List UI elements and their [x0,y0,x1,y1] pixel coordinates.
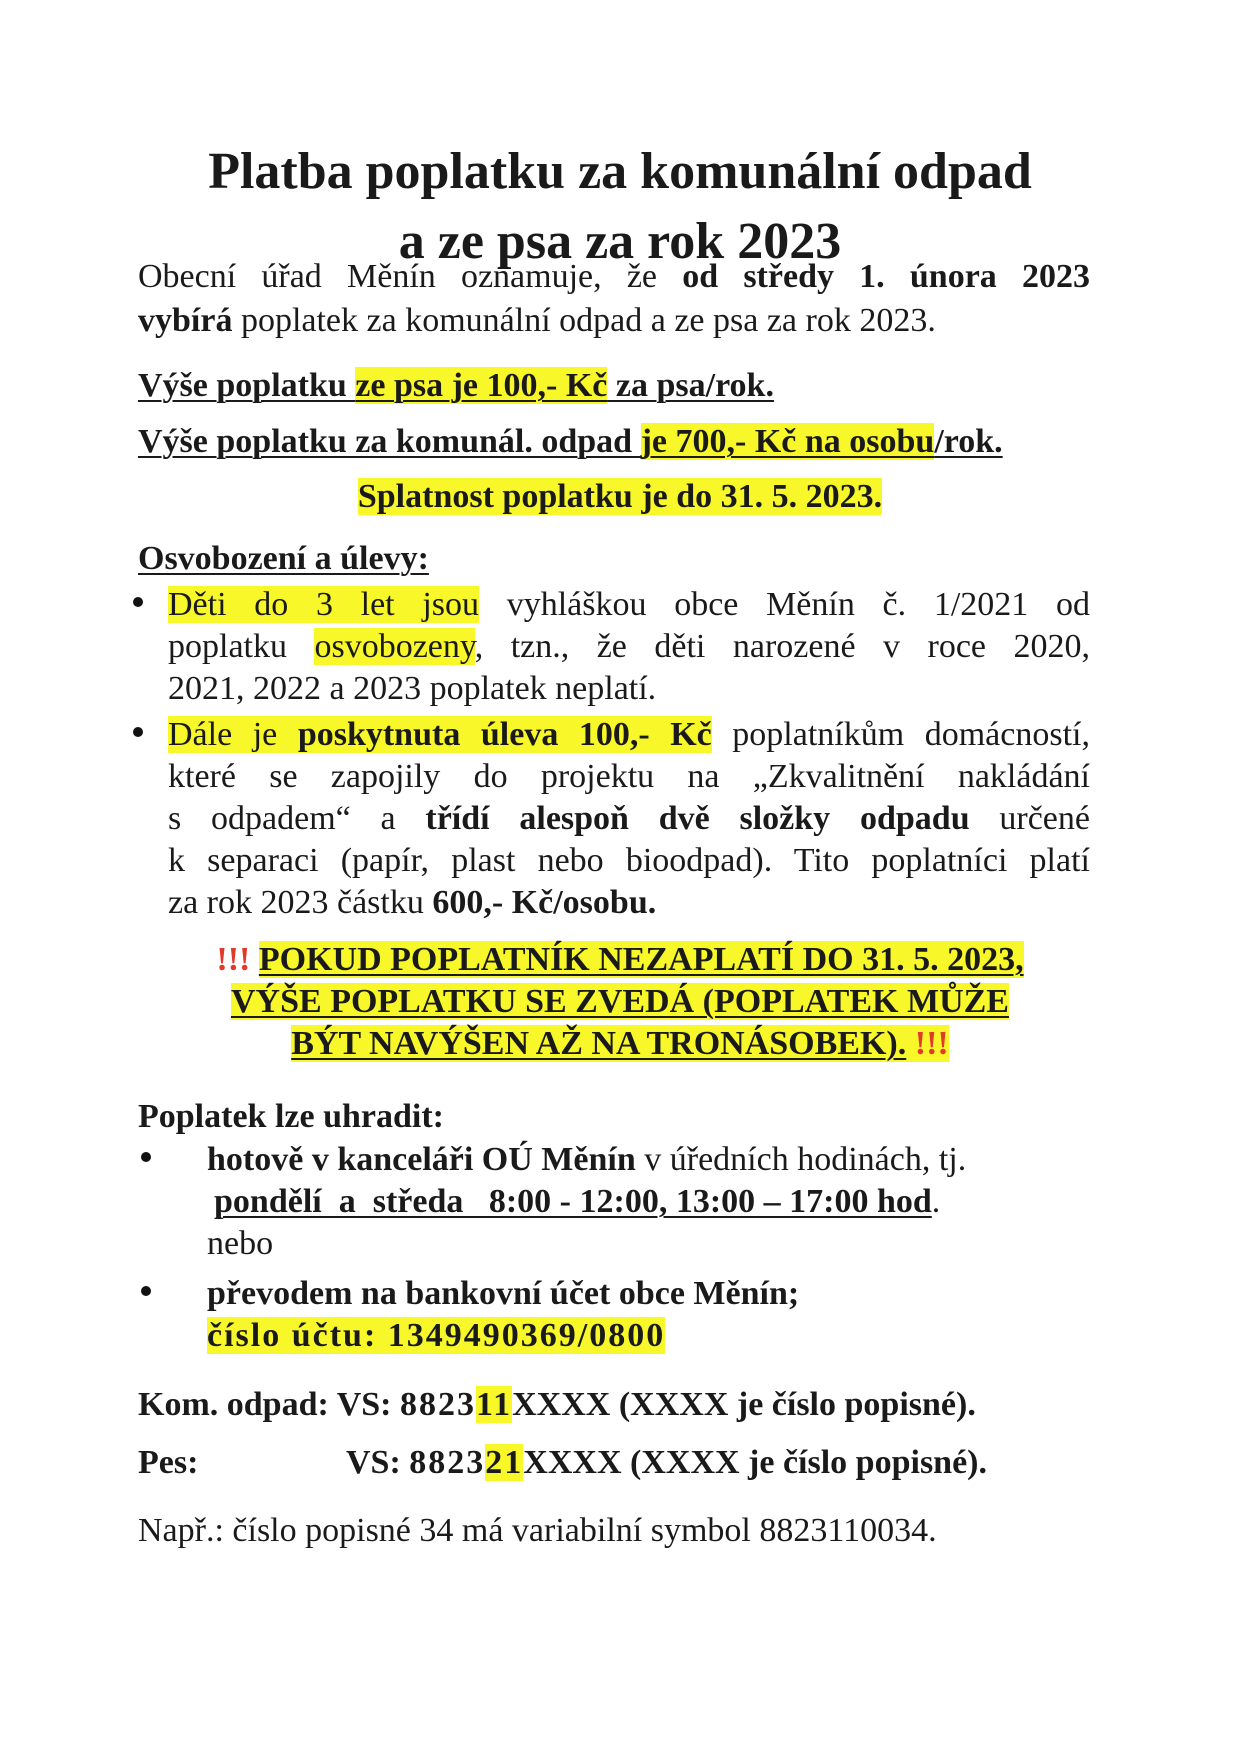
exemption-1-line-3: 2021, 2022 a 2023 poplatek neplatí. [168,670,657,707]
fee-dog-label: Výše poplatku [138,367,356,404]
fee-dog [138,365,1090,407]
bank-account-number: číslo účtu: 1349490369/0800 [207,1317,666,1354]
payment-cash-office: hotově v kanceláři OÚ Měnín [207,1141,636,1178]
exemption-1-highlight: Děti do 3 let jsou [168,586,480,623]
warning-line-3 [0,1023,1240,1065]
title-line-1: Platba poplatku za komunální odpad [208,143,1032,200]
payment-or: nebo [207,1225,274,1262]
fee-dog-amount: ze psa je 100,- Kč [355,367,608,404]
payment-cash-text: v úředních hodinách, tj. [635,1141,967,1178]
exemption-2-line-2: které se zapojily do projektu na „Zkvalitnění nakládání [168,758,1090,795]
exemption-1-line-1 [168,584,1090,626]
fee-waste [138,421,1090,463]
bullet-icon [133,727,143,737]
fee-waste-label: Výše poplatku za komunál. odpad [138,423,641,460]
vs-waste-code: 11 [476,1386,513,1423]
exemption-2-discount: poskytnuta úleva 100,- Kč [297,716,712,753]
payment-heading: Poplatek lze uhradit: [138,1098,444,1135]
vs-dog-line [138,1442,1090,1484]
example-line: Např.: číslo popisné 34 má variabilní symbol 8823110034. [138,1512,937,1549]
warning-marks-end: !!! [914,1025,949,1062]
vs-waste-label: Kom. odpad: VS: [138,1386,400,1423]
exemption-1-text: vyhláškou obce Měnín č. 1/2021 od [479,586,1090,623]
due-date-text: Splatnost poplatku je do 31. 5. 2023. [357,478,883,515]
intro-line-1 [138,256,1090,298]
payment-transfer-line: převodem na bankovní účet obce Měnín; [207,1275,800,1312]
intro-date: od středy 1. února 2023 [682,258,1090,295]
exemption-2-line-3 [168,798,1090,840]
payment-account-line [207,1315,1090,1357]
exemption-2-text-3c: určené [969,800,1090,837]
exemption-2-text-3a: s odpadem“ a [168,800,426,837]
vs-dog-suffix: XXXX (XXXX je číslo popisné). [523,1444,987,1481]
intro-text-2: poplatek za komunální odpad a ze psa za rok 2023. [232,302,936,339]
intro-text: Obecní úřad Měnín oznamuje, že [138,258,683,295]
due-date [0,476,1240,518]
bullet-icon [141,1286,151,1296]
exemption-2-amount: 600,- Kč/osobu. [432,884,657,921]
office-hours-end: . [931,1183,941,1220]
vs-waste-line [138,1384,1090,1426]
exemption-1-line-2 [168,626,1090,668]
vs-dog-label: Pes: [138,1444,199,1481]
office-hours: pondělí a středa 8:00 - 12:00, 13:00 – 17:00 hod [214,1183,932,1220]
exemption-2-line-1 [168,714,1090,756]
warning-text-3: BÝT NAVÝŠEN AŽ NA TRONÁSOBEK). [291,1025,907,1062]
fee-waste-unit: /rok. [934,423,1003,460]
vs-waste-suffix: XXXX (XXXX je číslo popisné). [512,1386,976,1423]
exemption-2-line-4: k separaci (papír, plast nebo bioodpad). Tito poplatníci platí [168,842,1090,879]
warning-text-2: VÝŠE POPLATKU SE ZVEDÁ (POPLATEK MŮŽE [231,983,1009,1020]
vs-dog-prefix: 8823 [409,1444,486,1481]
exemption-2-text-5: za rok 2023 částku [168,884,433,921]
vs-dog-code: 21 [485,1444,524,1481]
warning-line-1 [0,939,1240,981]
vs-dog-vs: VS: [346,1444,410,1481]
exemption-2-highlight: Dále je [168,716,298,753]
warning-text-1: POKUD POPLATNÍK NEZAPLATÍ DO 31. 5. 2023, [258,941,1024,978]
intro-line-2 [138,300,1090,342]
fee-dog-unit: za psa/rok. [607,367,774,404]
exemption-1-highlight-2: osvobozeny [314,628,475,665]
payment-cash-line [207,1139,1090,1181]
bullet-icon [141,1152,151,1162]
title-line-2: a ze psa za rok 2023 [398,213,842,270]
exemption-2-line-5 [168,882,1090,924]
exemption-2-text: poplatníkům domácností, [711,716,1090,753]
payment-hours-line [214,1181,1097,1223]
bullet-icon [133,597,143,607]
vs-waste-prefix: 8823 [400,1386,476,1423]
exemptions-heading: Osvobození a úlevy: [138,540,429,577]
intro-verb: vybírá [138,302,233,339]
exemption-1-text-3: , tzn., že děti narozené v roce 2020, [474,628,1090,665]
exemption-1-text-2: poplatku [168,628,315,665]
fee-waste-amount: je 700,- Kč na osobu [640,423,935,460]
warning-marks: !!! [216,941,251,978]
warning-line-2 [0,981,1240,1023]
exemption-2-sorting: třídí alespoň dvě složky odpadu [425,800,970,837]
